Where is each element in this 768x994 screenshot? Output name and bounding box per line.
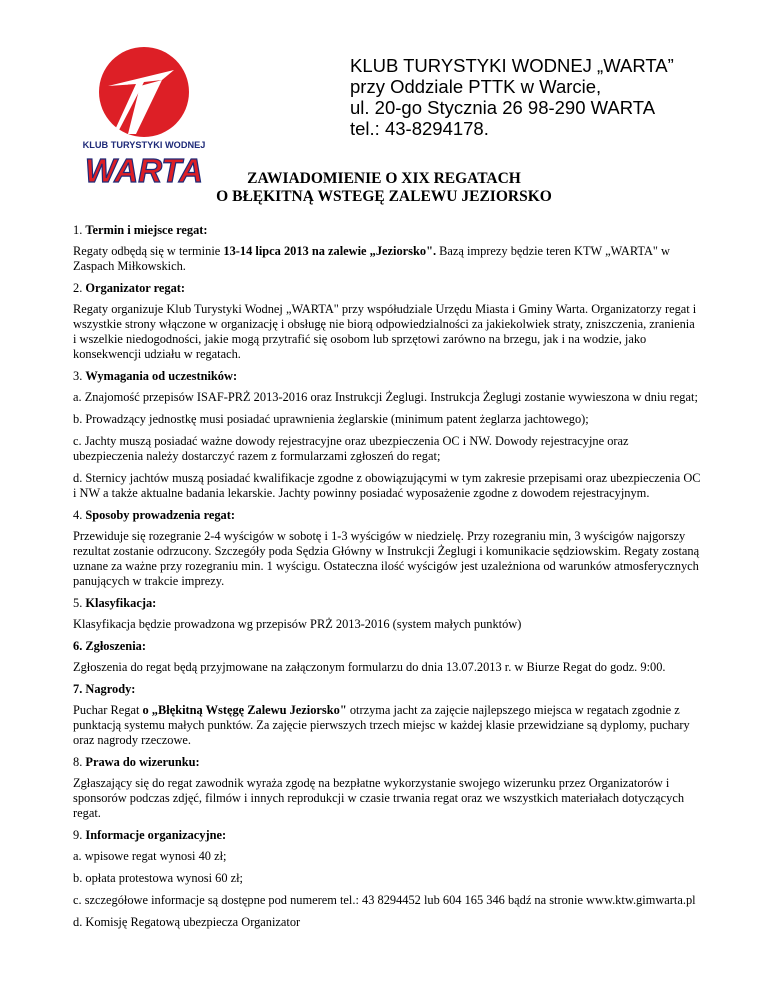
section-9-item-d: d. Komisję Regatową ubezpiecza Organizator (73, 915, 301, 929)
section-3-item-a: a. Znajomość przepisów ISAF-PRŻ 2013-2016 oraz Instrukcji Żeglugi. Instrukcja Żeglugi zostanie wywieszona w dniu regat; (73, 390, 698, 404)
logo-text-top: KLUB TURYSTYKI WODNEJ (82, 140, 206, 150)
section-3-item-c: c. Jachty muszą posiadać ważne dowody rejestracyjne oraz ubezpieczenia OC i NW. Dowody rejestracyjne oraz ubezpieczenia należy dostarczyć razem z formularzami zgłoszeń do regat; (73, 434, 629, 463)
section-8-heading: 8. Prawa do wizerunku: (73, 755, 200, 769)
section-9-item-c: c. szczegółowe informacje są dostępne pod numerem tel.: 43 8294452 lub 604 165 346 bądź na stronie www.ktw.gimwarta.pl (73, 893, 696, 907)
club-phone: tel.: 43-8294178. (350, 118, 489, 139)
title-line-2: O BŁĘKITNĄ WSTEGĘ ZALEWU JEZIORSKO (216, 188, 552, 205)
document-body (73, 223, 701, 937)
club-branch: przy Oddziale PTTK w Warcie, (350, 76, 602, 97)
section-3-item-b: b. Prowadzący jednostkę musi posiadać uprawnienia żeglarskie (minimum patent żeglarza jachtowego); (73, 412, 589, 426)
section-1-text: Regaty odbędą się w terminie 13-14 lipca 2013 na zalewie „Jeziorsko". Bazą imprezy będzie teren KTW „WARTA" w Zaspach Miłkowskich. (73, 244, 671, 273)
section-8-text: Zgłaszający się do regat zawodnik wyraża zgodę na bezpłatne wykorzystanie swojego wizerunku przez Organizatorów i sponsorów podczas zdjęć, filmów i innych reprodukcji w czasie trwania regat oraz we wszystkich materiałach dotyczących regat. (73, 776, 685, 820)
section-4-text: Przewiduje się rozegranie 2-4 wyścigów w sobotę i 1-3 wyścigów w niedzielę. Przy rozegraniu min, 3 wyścigów najgorszy rezultat zostanie odrzucony. Szczegóły poda Sędzia Główny w Instrukcji Żeglugi i komunikacie sędziowskim. Regaty zostaną uznane za ważne przy rozegraniu min. 1 wyścigu. Ostateczna ilość wyścigów jest uzależniona od warunków atmosferycznych panujących w trakcie imprezy. (73, 529, 700, 588)
section-7-text: Puchar Regat o „Błękitną Wstęgę Zalewu Jeziorsko" otrzyma jacht za zajęcie najlepszego miejsca w regatach zgodnie z punktacją systemu małych punktów. Za zajęcie pierwszych trzech miejsc w każdej klasie przewidziane są dyplomy, puchary oraz nagrody rzeczowe. (73, 703, 690, 747)
section-2-heading: 2. Organizator regat: (73, 281, 186, 295)
section-7-heading: 7. Nagrody: (73, 682, 136, 696)
section-3-heading: 3. Wymagania od uczestników: (73, 369, 238, 383)
section-5-heading: 5. Klasyfikacja: (73, 596, 157, 610)
section-2-text: Regaty organizuje Klub Turystyki Wodnej „WARTA" przy współudziale Urzędu Miasta i Gminy Warta. Organizatorzy regat i wszystkie strony włączone w organizację i obsługę nie biorą odpowiedzialności za jakiekolwiek straty, zniszczenia, zranienia i wszelkie niedogodności, jakie mogą przytrafić się osobom lub sprzętowi zarówno na brzegu, jak i na wodzie, jako konsekwencji udziału w regatach. (73, 302, 697, 361)
section-6-heading: 6. Zgłoszenia: (73, 639, 146, 653)
section-9-item-a: a. wpisowe regat wynosi 40 zł; (73, 849, 227, 863)
club-name: KLUB TURYSTYKI WODNEJ „WARTA” (350, 55, 674, 76)
section-9-item-b: b. opłata protestowa wynosi 60 zł; (73, 871, 243, 885)
section-6-text: Zgłoszenia do regat będą przyjmowane na załączonym formularzu do dnia 13.07.2013 r. w Biurze Regat do godz. 9:00. (73, 660, 666, 674)
section-4-heading: 4. Sposoby prowadzenia regat: (73, 508, 236, 522)
section-1-heading: 1. Termin i miejsce regat: (73, 223, 208, 237)
club-street: ul. 20-go Stycznia 26 98-290 WARTA (350, 97, 656, 118)
section-5-text: Klasyfikacja będzie prowadzona wg przepisów PRŻ 2013-2016 (system małych punktów) (73, 617, 522, 631)
club-address-block (350, 55, 674, 139)
section-3-item-d: d. Sternicy jachtów muszą posiadać kwalifikacje zgodne z obowiązującymi w tym zakresie przepisami oraz ubezpieczenia OC i NW a także aktualne badania lekarskie. Jachty powinny posiadać wyposażenie zgodne z dowodem rejestracyjnym. (73, 471, 701, 500)
title-line-1: ZAWIADOMIENIE O XIX REGATACH (247, 170, 521, 187)
logo-text-bottom: WARTA (85, 152, 203, 189)
document-title (0, 170, 768, 206)
section-9-heading: 9. Informacje organizacyjne: (73, 828, 227, 842)
